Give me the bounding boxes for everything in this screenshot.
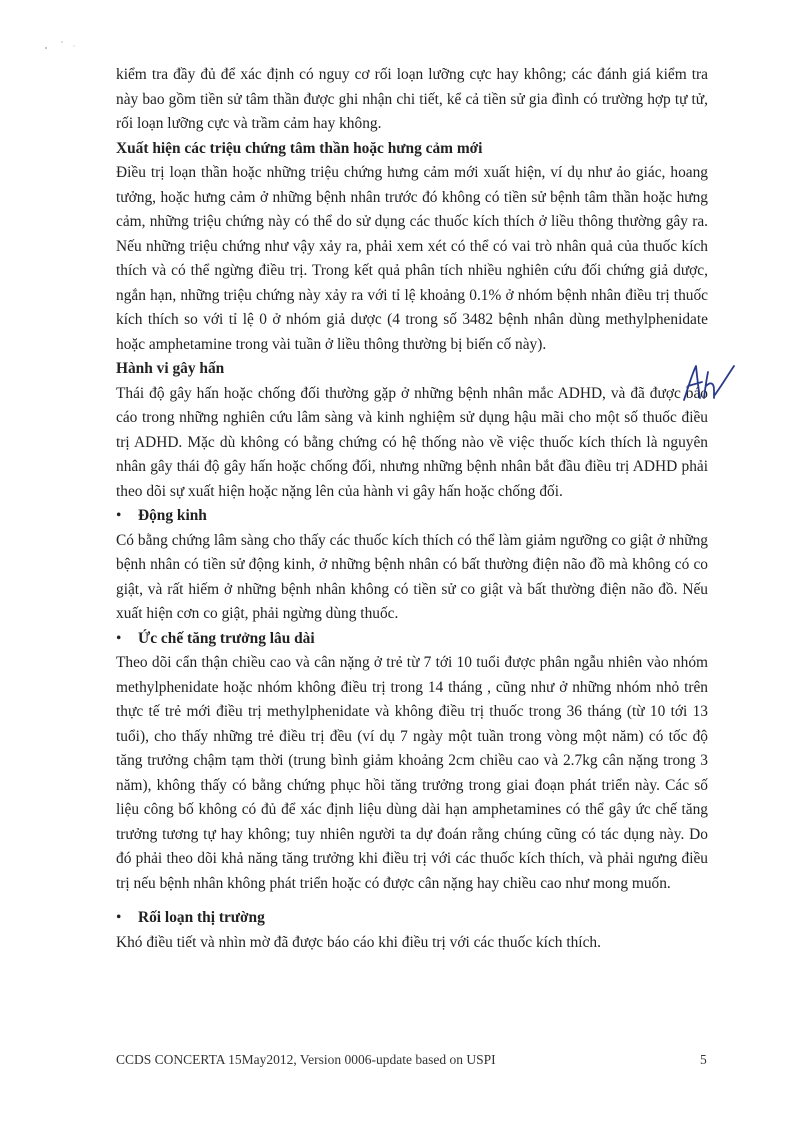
heading-seizures-label: Động kinh	[138, 507, 207, 524]
heading-visual-disturbance-label: Rối loạn thị trường	[138, 909, 265, 926]
document-body	[116, 63, 708, 955]
paragraph-seizures: Có bằng chứng lâm sàng cho thấy các thuốc kích thích có thể làm giảm ngưỡng co giật ở những bệnh nhân có tiền sử động kinh, ở những bệnh nhân có bất thường điện não đồ mà không có co giật, và rất hiếm ở những bệnh nhân không có tiền sử co giật và bất thường điện não đồ. Nếu xuất hiện cơn co giật, phải ngừng dùng thuốc.	[116, 531, 708, 622]
heading-growth-suppression-label: Ức chế tăng trưởng lâu dài	[138, 629, 315, 647]
bullet-icon: •	[116, 629, 122, 647]
paragraph-aggressive-behavior: Thái độ gây hấn hoặc chống đối thường gặp ở những bệnh nhân mắc ADHD, và đã được báo cáo trong những nghiên cứu lâm sàng và kinh nghiệm sử dụng hậu mãi cho một số thuốc điều trị ADHD. Mặc dù không có bằng chứng có hệ thống nào về việc thuốc kích thích là nguyên nhân gây thái độ gây hấn hoặc chống đối, nhưng những bệnh nhân bắt đầu điều trị ADHD phải theo dõi sự xuất hiện hoặc nặng lên của hành vi gây hấn hoặc chống đối.	[116, 384, 708, 500]
paragraph-visual-disturbance: Khó điều tiết và nhìn mờ đã được báo cáo khi điều trị với các thuốc kích thích.	[116, 933, 601, 951]
spacer	[116, 896, 708, 906]
footer-document-version: CCDS CONCERTA 15May2012, Version 0006-update based on USPI	[116, 1052, 496, 1067]
scan-speck-mark	[40, 36, 80, 56]
paragraph-growth-suppression: Theo dõi cẩn thận chiều cao và cân nặng ở trẻ từ 7 tới 10 tuổi được phân ngẫu nhiên vào nhóm methylphenidate hoặc nhóm không điều trị trong 14 tháng , cũng như ở những nhóm nhỏ trên thực tế trẻ mới điều trị methylphenidate và không điều trị thuốc trong 36 tháng (từ 10 tới 13 tuổi), cho thấy những trẻ điều trị đều (ví dụ 7 ngày một tuần trong vòng một năm) có tốc độ tăng trưởng chậm tạm thời (trung bình giảm khoảng 2cm chiều cao và 2.7kg cân nặng trong 3 năm), không thấy có bằng chứng phục hồi tăng trưởng trong giai đoạn phát triển này. Các số liệu công bố không có đủ để xác định liệu dùng dài hạn amphetamines có thể gây ức chế tăng trưởng tương tự hay không; tuy nhiên người ta dự đoán rằng chúng cũng có tác dụng này. Do đó phải theo dõi khả năng tăng trưởng khi điều trị với các thuốc kích thích, và phải ngưng điều trị nếu bệnh nhân không phát triển hoặc có được cân nặng hay chiều cao như mong muốn.	[116, 654, 708, 892]
heading-seizures	[116, 504, 708, 529]
heading-psychotic-manic-symptoms: Xuất hiện các triệu chứng tâm thần hoặc hưng cảm mới	[116, 139, 483, 157]
heading-aggressive-behavior: Hành vi gây hấn	[116, 360, 225, 377]
footer-page-number: 5	[700, 1052, 707, 1067]
paragraph-bipolar-screening: kiểm tra đầy đủ để xác định có nguy cơ rối loạn lưỡng cực hay không; các đánh giá kiểm tra này bao gồm tiền sử tâm thần được ghi nhận chi tiết, kể cả tiền sử gia đình có trường hợp tự tử, rối loạn lưỡng cực và trầm cảm hay không.	[116, 66, 708, 132]
heading-visual-disturbance	[116, 906, 708, 931]
bullet-icon: •	[116, 909, 122, 926]
heading-growth-suppression	[116, 627, 708, 652]
bullet-icon: •	[116, 507, 122, 524]
handwritten-initials-signature	[678, 360, 738, 406]
paragraph-psychotic-manic-symptoms: Điều trị loạn thần hoặc những triệu chứng hưng cảm mới xuất hiện, ví dụ như ảo giác, hoang tưởng, hoặc hưng cảm ở những bệnh nhân trước đó không có tiền sử bệnh tâm thần hoặc hưng cảm, những triệu chứng này có thể do sử dụng các thuốc kích thích ở liều thông thường gây ra. Nếu những triệu chứng như vậy xảy ra, phải xem xét có thể có vai trò nhân quả của thuốc kích thích và có thể ngừng điều trị. Trong kết quả phân tích nhiều nghiên cứu đối chứng giả dược, ngắn hạn, những triệu chứng này xảy ra với tỉ lệ khoảng 0.1% ở nhóm bệnh nhân điều trị thuốc kích thích so với tỉ lệ 0 ở nhóm giả dược (4 trong số 3482 bệnh nhân dùng methylphenidate hoặc amphetamine trong vài tuần ở liều thông thường bị biến cố này).	[116, 164, 708, 353]
